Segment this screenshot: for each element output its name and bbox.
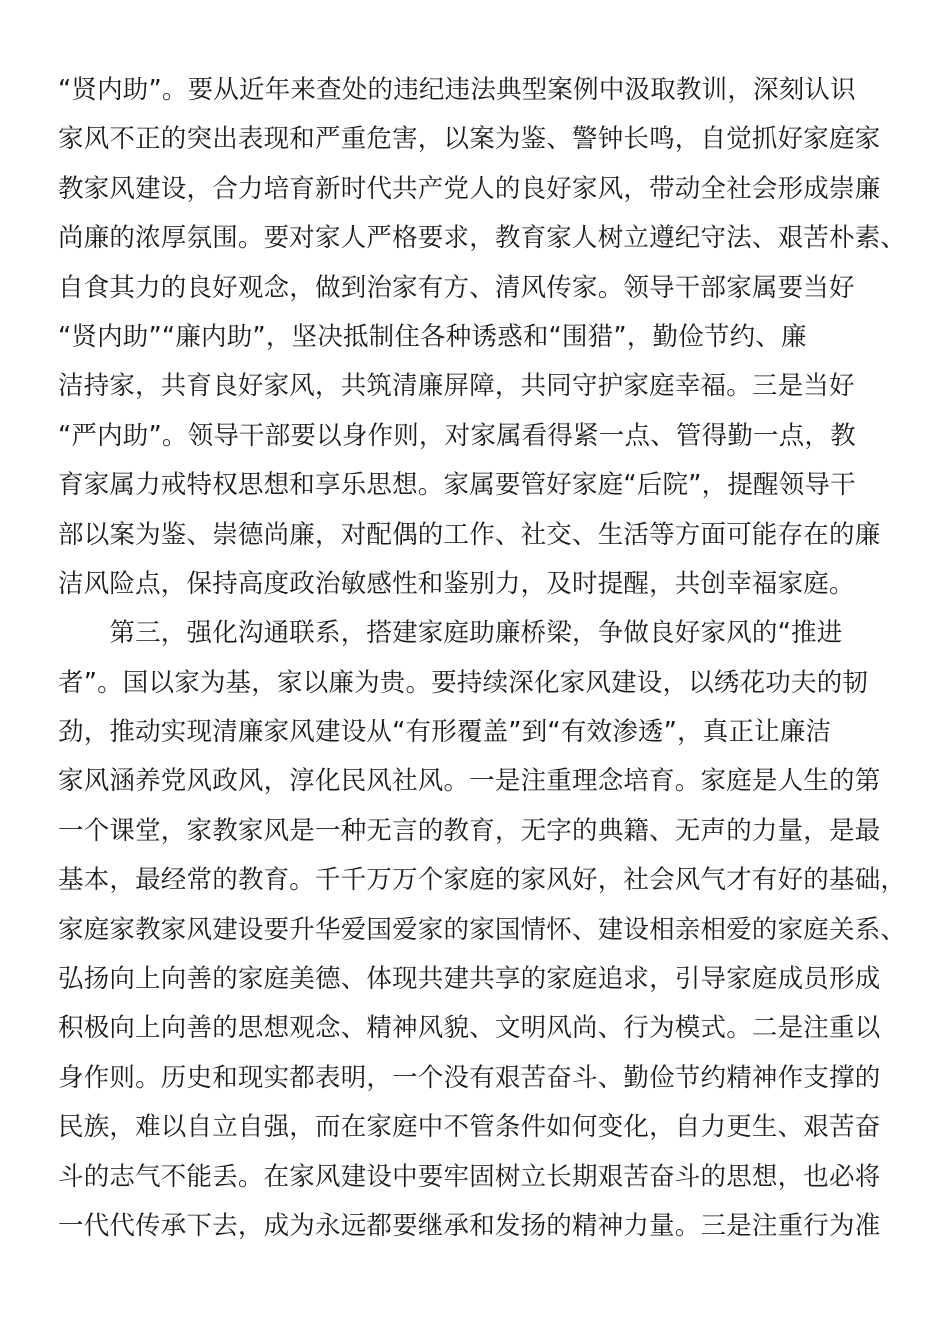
text-line: 家风不正的突出表现和严重危害，以案为鉴、警钟长鸣，自觉抓好家庭家: [58, 124, 881, 155]
text-line: 者”。国以家为基，家以廉为贵。要持续深化家风建设，以绣花功夫的韧: [58, 667, 869, 698]
text-line: 基本，最经常的教育。千千万万个家庭的家风好，社会风气才有好的基础，: [58, 865, 907, 896]
text-line: 家风涵养党风政风，淳化民风社风。一是注重理念培育。家庭是人生的第: [58, 766, 881, 797]
text-line: 部以案为鉴、崇德尚廉，对配偶的工作、社交、生活等方面可能存在的廉: [58, 519, 881, 550]
text-line: 洁持家，共育良好家风，共筑清廉屏障，共同守护家庭幸福。三是当好: [58, 371, 855, 402]
text-line: 积极向上向善的思想观念、精神风貌、文明风尚、行为模式。二是注重以: [58, 1013, 881, 1044]
text-line: 洁风险点，保持高度政治敏感性和鉴别力，及时提醒，共创幸福家庭。: [58, 568, 855, 599]
text-line: “贤内助”。要从近年来查处的违纪违法典型案例中汲取教训，深刻认识: [58, 75, 856, 105]
text-line: 育家属力戒特权思想和享乐思想。家属要管好家庭“后院”，提醒领导干: [58, 470, 856, 501]
text-line: 自食其力的良好观念，做到治家有方、清风传家。领导干部家属要当好: [58, 272, 855, 303]
text-line: 尚廉的浓厚氛围。要对家人严格要求，教育家人树立遵纪守法、艰苦朴素、: [58, 223, 907, 254]
paragraph-start-line: 第三，强化沟通联系，搭建家庭助廉桥梁，争做良好家风的“推进: [58, 618, 843, 649]
text-line: 一个课堂，家教家风是一种无言的教育，无字的典籍、无声的力量，是最: [58, 815, 881, 846]
text-line: 家庭家教家风建设要升华爱国爱家的家国情怀、建设相亲相爱的家庭关系、: [58, 914, 907, 945]
text-line: 身作则。历史和现实都表明，一个没有艰苦奋斗、勤俭节约精神作支撑的: [58, 1062, 881, 1093]
text-line: 一代代传承下去，成为永远都要继承和发扬的精神力量。三是注重行为准: [58, 1210, 881, 1241]
body-text: [58, 66, 907, 1251]
text-line: 民族，难以自立自强，而在家庭中不管条件如何变化，自力更生、艰苦奋: [58, 1112, 881, 1143]
text-line: “严内助”。领导干部要以身作则，对家属看得紧一点、管得勤一点，教: [58, 420, 856, 451]
text-line: 斗的志气不能丢。在家风建设中要牢固树立长期艰苦奋斗的思想，也必将: [58, 1161, 881, 1192]
text-line: 教家风建设，合力培育新时代共产党人的良好家风，带动全社会形成崇廉: [58, 173, 881, 204]
text-line: 弘扬向上向善的家庭美德、体现共建共享的家庭追求，引导家庭成员形成: [58, 964, 881, 995]
text-line: 劲，推动实现清廉家风建设从“有形覆盖”到“有效渗透”，真正让廉洁: [58, 717, 832, 748]
text-line: “贤内助”“廉内助”，坚决抵制住各种诱惑和“围猎”，勤俭节约、廉: [58, 321, 807, 352]
